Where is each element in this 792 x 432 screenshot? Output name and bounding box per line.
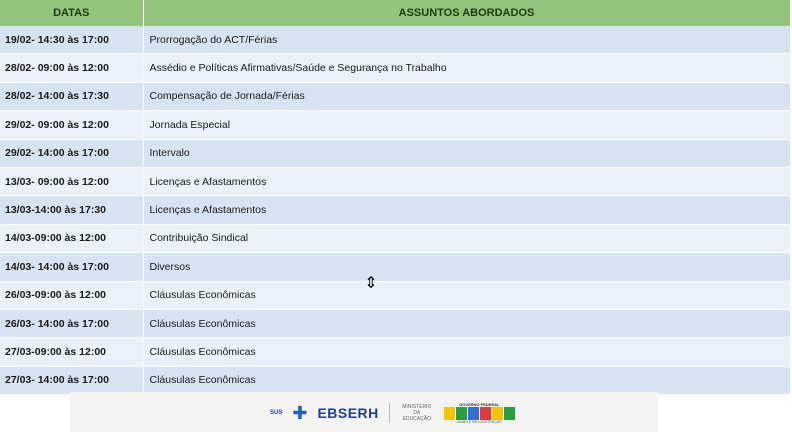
table-row bbox=[0, 309, 790, 337]
row-date: 26/03-09:00 às 12:00 bbox=[0, 281, 143, 309]
row-topic: Cláusulas Econômicas bbox=[143, 309, 790, 337]
row-topic: Intervalo bbox=[143, 139, 790, 167]
row-date: 26/03- 14:00 às 17:00 bbox=[0, 309, 143, 337]
table-body bbox=[0, 26, 790, 395]
row-topic: Licenças e Afastamentos bbox=[143, 167, 790, 195]
row-topic: Compensação de Jornada/Férias bbox=[143, 82, 790, 110]
row-topic: Contribuição Sindical bbox=[143, 224, 790, 252]
brasil-color-block bbox=[504, 407, 515, 420]
brasil-color-block bbox=[468, 407, 479, 420]
table-row bbox=[0, 139, 790, 167]
table-row bbox=[0, 26, 790, 54]
table-row bbox=[0, 224, 790, 252]
brasil-color-block bbox=[456, 407, 467, 420]
row-date: 14/03-09:00 às 12:00 bbox=[0, 224, 143, 252]
table-row bbox=[0, 54, 790, 82]
table-row bbox=[0, 338, 790, 366]
brasil-wordmark bbox=[444, 407, 515, 420]
governo-federal-logo bbox=[444, 402, 515, 424]
brasil-color-block bbox=[444, 407, 455, 420]
row-date: 27/03- 14:00 às 17:00 bbox=[0, 366, 143, 394]
row-topic: Licenças e Afastamentos bbox=[143, 196, 790, 224]
health-cross-icon: ✚ bbox=[292, 403, 308, 423]
governo-federal-text: GOVERNO FEDERAL bbox=[459, 402, 500, 407]
logo-divider bbox=[389, 403, 390, 423]
ebserh-logo: EBSERH bbox=[317, 405, 379, 421]
table-row bbox=[0, 82, 790, 110]
logo-footer bbox=[70, 392, 658, 432]
sus-logo-text: SUS bbox=[270, 410, 283, 416]
header-dates: DATAS bbox=[0, 0, 143, 26]
table-row bbox=[0, 111, 790, 139]
header-topics: ASSUNTOS ABORDADOS bbox=[143, 0, 790, 26]
uniao-reconstrucao-text: UNIÃO E RECONSTRUÇÃO bbox=[456, 420, 502, 424]
resize-vertical-cursor-icon: ⇕ bbox=[364, 273, 378, 292]
logo-strip bbox=[270, 398, 515, 428]
row-topic: Assédio e Políticas Afirmativas/Saúde e Segurança no Trabalho bbox=[143, 54, 790, 82]
table-row bbox=[0, 281, 790, 309]
table-header-row bbox=[0, 0, 790, 26]
row-topic: Prorrogação do ACT/Férias bbox=[143, 26, 790, 54]
table-row bbox=[0, 167, 790, 195]
row-date: 28/02- 09:00 às 12:00 bbox=[0, 54, 143, 82]
row-topic: Cláusulas Econômicas bbox=[143, 366, 790, 394]
table-row bbox=[0, 196, 790, 224]
row-topic: Cláusulas Econômicas bbox=[143, 338, 790, 366]
row-topic: Jornada Especial bbox=[143, 111, 790, 139]
row-date: 14/03- 14:00 às 17:00 bbox=[0, 253, 143, 281]
brasil-color-block bbox=[492, 407, 503, 420]
row-date: 29/02- 09:00 às 12:00 bbox=[0, 111, 143, 139]
table-row bbox=[0, 366, 790, 394]
row-date: 27/03-09:00 às 12:00 bbox=[0, 338, 143, 366]
ministerio-educacao-logo: MINISTÉRIO DA EDUCAÇÃO bbox=[402, 404, 432, 422]
row-date: 28/02- 14:00 às 17:30 bbox=[0, 82, 143, 110]
row-topic: Cláusulas Econômicas bbox=[143, 281, 790, 309]
row-date: 19/02- 14:30 às 17:00 bbox=[0, 26, 143, 54]
row-date: 13/03- 09:00 às 12:00 bbox=[0, 167, 143, 195]
table-row bbox=[0, 253, 790, 281]
brasil-color-block bbox=[480, 407, 491, 420]
row-topic: Diversos bbox=[143, 253, 790, 281]
row-date: 13/03-14:00 às 17:30 bbox=[0, 196, 143, 224]
row-date: 29/02- 14:00 às 17:00 bbox=[0, 139, 143, 167]
